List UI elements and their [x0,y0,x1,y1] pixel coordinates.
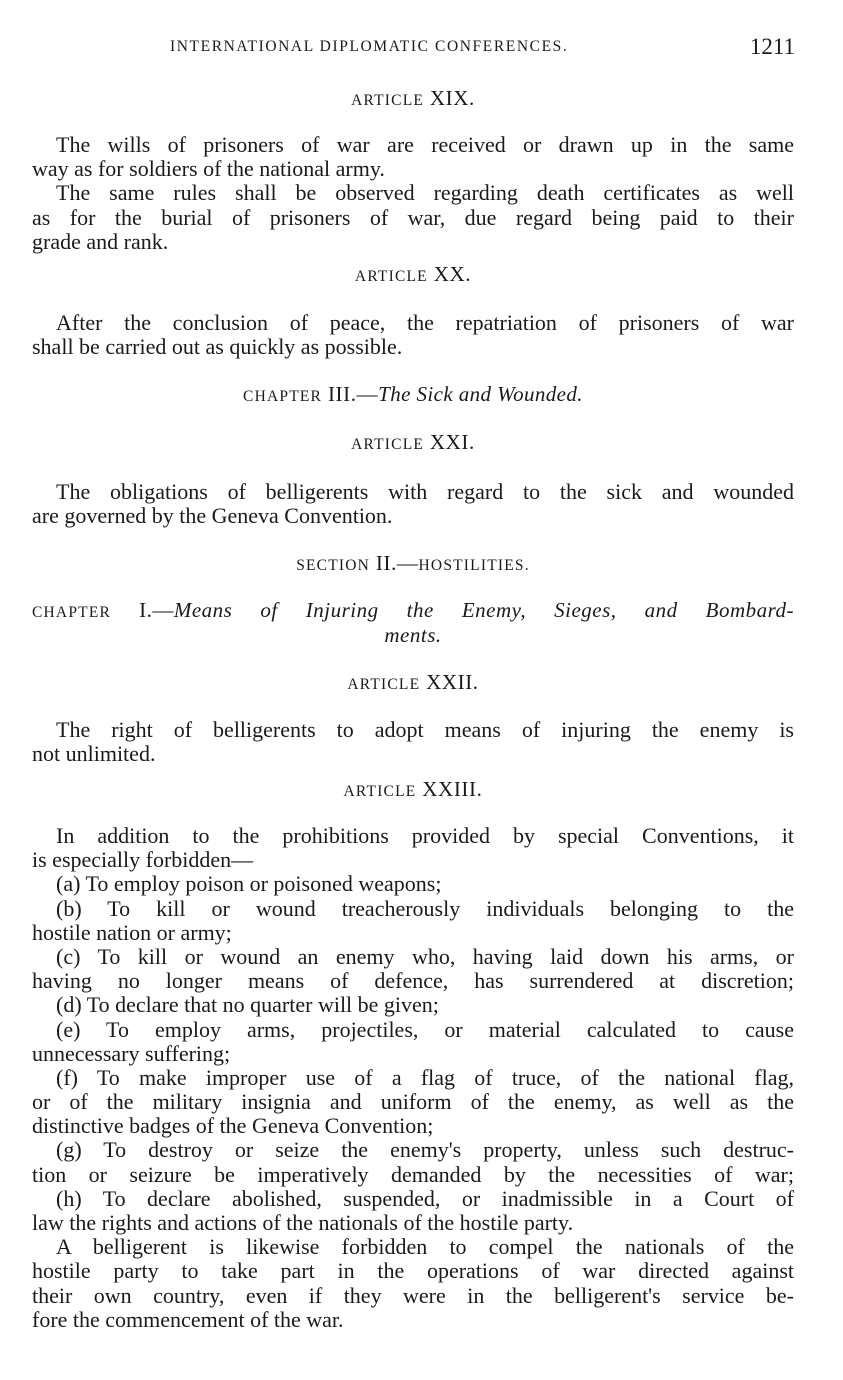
list-item: (a) To employ poison or poisoned weapons; [56,871,442,897]
text-line: are governed by the Geneva Convention. [32,503,393,529]
list-item: (c) To kill or wound an enemy who, having laid down his arms, or [56,943,794,969]
text-line: unnecessary suffering; [32,1040,231,1066]
article-label: ARTICLE [343,783,417,800]
article-number: XIX. [429,86,475,110]
article-number: XX. [433,262,472,286]
running-head-title: INTERNATIONAL DIPLOMATIC CONFERENCES. [170,38,569,55]
text-line: In addition to the prohibitions provided by special Conventions, it [56,823,794,848]
article-number: XXIII. [422,777,483,801]
running-head [0,34,843,64]
article-21-heading [32,430,794,455]
chapter-number: III.— [327,382,379,406]
article-19-body [32,133,794,254]
text-line: distinctive badges of the Geneva Convention; [32,1113,434,1139]
chapter-title: The Sick and Wounded. [378,382,583,406]
section-2-heading [32,551,794,576]
text-line: or of the military insignia and uniform of the enemy, as well as the [32,1089,794,1115]
text-line: way as for soldiers of the national army. [32,156,385,182]
chapter-label: CHAPTER [243,388,323,405]
text-line: After the conclusion of peace, the repatriation of prisoners of war [56,310,794,335]
section-number: II.— [375,551,419,575]
text-line: The wills of prisoners of war are received or drawn up in the same [56,132,794,157]
text-line: law the rights and actions of the nationals of the hostile party. [32,1210,574,1235]
article-20-body [32,311,794,359]
list-item: (e) To employ arms, projectiles, or material calculated to cause [56,1016,794,1042]
article-21-body [32,480,794,528]
article-label: ARTICLE [351,436,425,453]
section-label: SECTION [296,557,371,574]
page-number: 1211 [749,34,795,59]
text-line: is especially forbidden— [32,847,254,873]
chapter-label: CHAPTER [32,604,112,621]
article-20-heading [32,262,794,287]
chapter-number: I.— [139,598,174,622]
text-line: fore the commencement of the war. [32,1306,344,1332]
list-item: (h) To declare abolished, suspended, or inadmissible in a Court of [56,1185,794,1211]
article-label: ARTICLE [354,268,428,285]
article-19-heading [32,86,794,111]
list-item: (g) To destroy or seize the enemy's property, unless such destruc- [56,1137,794,1163]
chapter-1-heading [32,598,794,648]
text-line: not unlimited. [32,741,156,767]
article-22-body [32,718,794,766]
article-number: XXI. [429,430,475,454]
article-22-heading [32,670,794,695]
chapter-title-line-1: Means of Injuring the Enemy, Sieges, and Bombard- [173,598,794,622]
text-line: tion or seizure be imperatively demanded by the necessities of war; [32,1161,794,1187]
article-23-heading [32,777,794,802]
text-line: The right of belligerents to adopt means of injuring the enemy is [56,717,794,742]
list-item: (d) To declare that no quarter will be given; [56,992,439,1018]
text-line: grade and rank. [32,228,169,254]
section-title: HOSTILITIES. [418,557,530,574]
article-23-body [32,824,794,1332]
article-label: ARTICLE [347,676,421,693]
text-line: A belligerent is likewise forbidden to compel the nationals of the [56,1234,794,1260]
text-line: as for the burial of prisoners of war, due regard being paid to their [32,204,794,230]
text-line: The same rules shall be observed regarding death certificates as well [56,180,794,206]
text-line: shall be carried out as quickly as possible. [32,334,403,360]
chapter-3-heading [32,382,794,407]
article-label: ARTICLE [351,92,425,109]
text-line: having no longer means of defence, has surrendered at discretion; [32,968,794,994]
text-line: hostile party to take part in the operations of war directed against [32,1258,794,1284]
chapter-title-line-2: ments. [384,623,442,647]
article-number: XXII. [426,670,479,694]
list-item: (b) To kill or wound treacherously individuals belonging to the [56,895,794,921]
text-line: their own country, even if they were in the belligerent's service be- [32,1282,794,1308]
text-line: hostile nation or army; [32,919,232,945]
list-item: (f) To make improper use of a flag of truce, of the national flag, [56,1064,794,1090]
text-line: The obligations of belligerents with regard to the sick and wounded [56,479,794,504]
